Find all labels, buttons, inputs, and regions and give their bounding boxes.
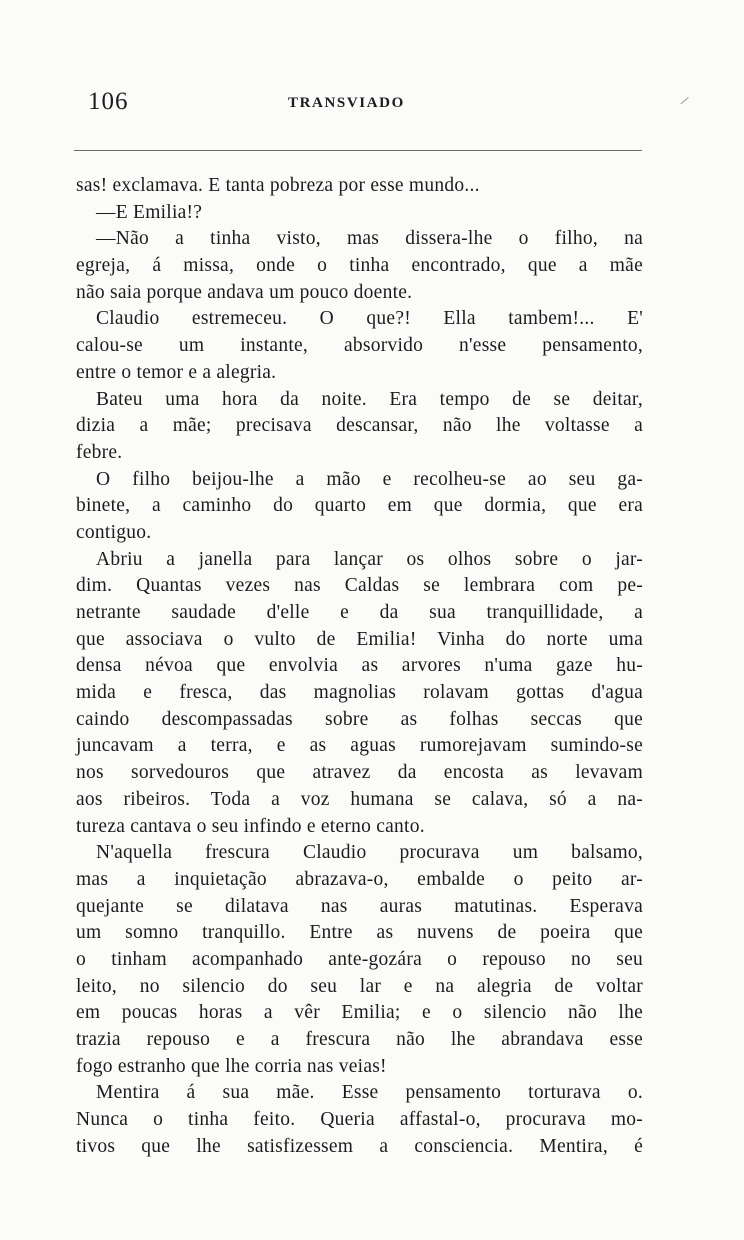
text-line: calou-se um instante, absorvido n'esse pensamento, [76,335,643,357]
page-number: 106 [88,88,129,115]
page-header [88,88,644,118]
text-line: binete, a caminho do quarto em que dormia, que era [76,495,643,517]
header-rule [74,150,642,151]
text-line: tureza cantava o seu infindo e eterno canto. [76,815,425,837]
text-line: o tinham acompanhado ante-gozára o repouso no seu [76,948,643,970]
text-line: contiguo. [76,521,152,543]
text-line: tivos que lhe satisfizessem a consciencia. Mentira, é [76,1135,643,1157]
text-line: —E Emilia!? [96,201,203,223]
text-line: egreja, á missa, onde o tinha encontrado, que a mãe [76,255,643,277]
text-line: febre. [76,441,123,463]
text-line: nos sorvedouros que atravez da encosta as levavam [76,762,643,784]
text-line: mida e fresca, das magnolias rolavam gottas d'agua [76,682,643,704]
text-line: sas! exclamava. E tanta pobreza por esse mundo... [76,175,480,196]
body-text [76,173,643,1160]
text-line: mas a inquietação abrazava-o, embalde o peito ar- [76,868,643,890]
text-line: Abriu a janella para lançar os olhos sobre o jar- [96,548,643,570]
text-line: dim. Quantas vezes nas Caldas se lembrara com pe- [76,575,643,597]
text-line: quejante se dilatava nas auras matutinas. Esperava [76,895,643,917]
text-line: netrante saudade d'elle e da sua tranquillidade, a [76,602,643,623]
text-line: Mentira á sua mãe. Esse pensamento torturava o. [96,1082,643,1104]
text-line: O filho beijou-lhe a mão e recolheu-se ao seu ga- [96,468,643,490]
text-line: N'aquella frescura Claudio procurava um balsamo, [96,842,643,864]
text-line: trazia repouso e a frescura não lhe abrandava esse [76,1029,643,1050]
text-line: que associava o vulto de Emilia! Vinha do norte uma [76,628,643,650]
margin-mark [681,97,690,105]
text-line: Claudio estremeceu. O que?! Ella tambem!... E' [96,308,643,330]
text-line: um somno tranquillo. Entre as nuvens de poeira que [76,922,643,944]
text-line: leito, no silencio do seu lar e na alegria de voltar [76,975,643,997]
text-line: aos ribeiros. Toda a voz humana se calava, só a na- [76,788,643,810]
text-line: fogo estranho que lhe corria nas veias! [76,1055,387,1077]
text-line: dizia a mãe; precisava descansar, não lhe voltasse a [76,415,643,437]
text-line: não saia porque andava um pouco doente. [76,281,413,303]
text-line: —Não a tinha visto, mas dissera-lhe o filho, na [96,228,643,250]
text-line: juncavam a terra, e as aguas rumorejavam sumindo-se [76,735,643,757]
running-title: TRANSVIADO [288,95,405,111]
text-line: entre o temor e a alegria. [76,361,277,383]
text-line: Bateu uma hora da noite. Era tempo de se deitar, [96,388,643,410]
text-line: densa névoa que envolvia as arvores n'uma gaze hu- [76,655,643,677]
text-line: Nunca o tinha feito. Queria affastal-o, procurava mo- [76,1109,643,1131]
text-line: em poucas horas a vêr Emilia; e o silencio não lhe [76,1002,643,1024]
text-line: caindo descompassadas sobre as folhas seccas que [76,708,643,730]
